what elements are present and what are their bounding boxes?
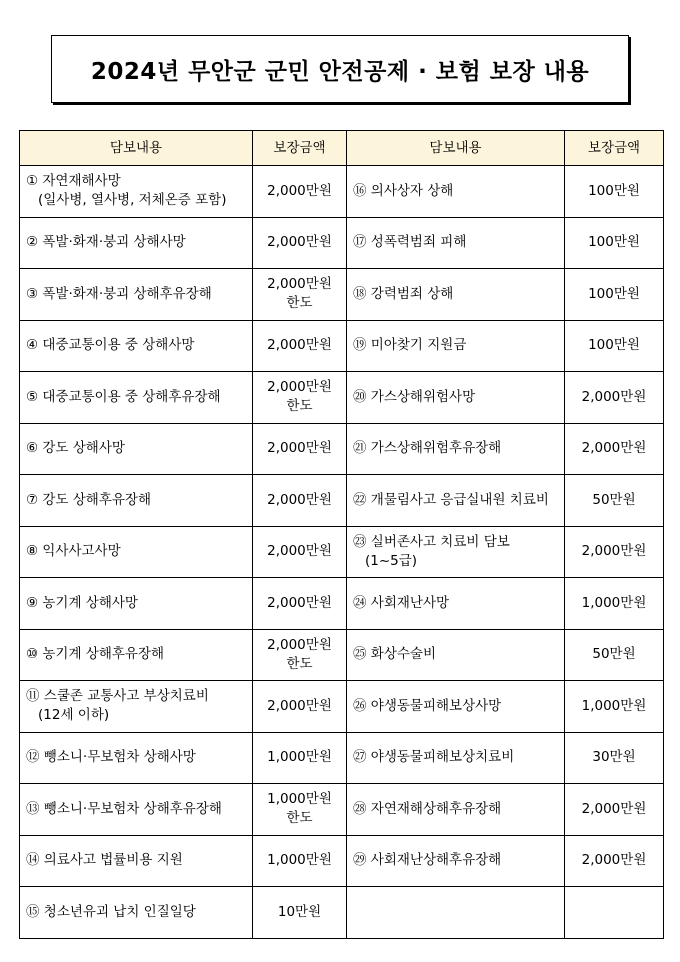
left-item-cell-text: ⑮ 청소년유괴 납치 인질일당 — [26, 903, 196, 920]
left-amount-cell-text: 2,000만원 — [267, 594, 332, 611]
left-item-cell-text: ⑨ 농기계 상해사망 — [26, 594, 138, 611]
left-amount-cell-text: 10만원 — [277, 903, 322, 920]
right-amount-cell-text: 2,000만원 — [581, 800, 647, 817]
table-row — [20, 166, 664, 218]
left-item-cell — [20, 166, 253, 218]
left-amount-cell-text: 2,000만원 — [267, 491, 332, 508]
left-item-cell-text: ⑭ 의료사고 법률비용 지원 — [26, 852, 183, 869]
left-item-cell — [20, 681, 253, 733]
right-amount-cell-text: 2,000만원 — [581, 388, 647, 405]
right-item-cell — [347, 732, 565, 784]
right-amount-cell-text: 2,000만원 — [581, 440, 647, 457]
right-amount-cell — [565, 526, 664, 578]
right-item-cell — [347, 887, 565, 939]
right-amount-cell-text: 2,000만원 — [581, 543, 647, 560]
right-amount-cell — [565, 372, 664, 424]
left-item-cell-text-2: (12세 이하) — [38, 707, 110, 724]
left-amount-cell — [253, 269, 347, 321]
right-item-cell-text: ㉙ 사회재난상해후유장해 — [353, 852, 502, 869]
right-item-cell — [347, 681, 565, 733]
left-item-cell — [20, 578, 253, 630]
right-amount-cell — [565, 629, 664, 681]
table-row — [20, 320, 664, 372]
header-left-item: 담보내용 — [20, 131, 253, 166]
right-amount-cell-text: 50만원 — [592, 646, 636, 663]
right-item-cell — [347, 578, 565, 630]
right-item-cell-text: ⑳ 가스상해위험사망 — [353, 388, 476, 405]
left-amount-cell — [253, 372, 347, 424]
left-item-cell-text: ⑥ 강도 상해사망 — [26, 440, 125, 457]
table-row — [20, 887, 664, 939]
left-item-cell-text: ⑩ 농기계 상해후유장해 — [26, 646, 165, 663]
left-item-cell-text: ① 자연재해사망 — [26, 173, 121, 190]
right-item-cell — [347, 269, 565, 321]
left-item-cell-text: ⑤ 대중교통이용 중 상해후유장해 — [26, 388, 221, 405]
right-item-cell-text: ㉗ 야생동물피해보상치료비 — [353, 749, 515, 766]
left-item-cell — [20, 526, 253, 578]
right-item-cell-text: ⑲ 미아찾기 지원금 — [353, 337, 467, 354]
right-amount-cell-text: 1,000만원 — [581, 697, 647, 714]
left-amount-cell-text: 1,000만원 — [267, 791, 332, 808]
left-amount-cell-text: 2,000만원 — [267, 440, 332, 457]
table-row — [20, 526, 664, 578]
left-item-cell — [20, 784, 253, 836]
left-amount-cell — [253, 320, 347, 372]
right-item-cell — [347, 526, 565, 578]
right-item-cell-text: ⑱ 강력범죄 상해 — [353, 285, 454, 302]
left-amount-cell-text: 2,000만원 — [267, 276, 332, 293]
right-item-cell-text: ㉕ 화상수술비 — [353, 646, 436, 663]
left-amount-cell-text: 2,000만원 — [267, 234, 332, 251]
right-item-cell — [347, 475, 565, 527]
table-row — [20, 372, 664, 424]
left-amount-cell-text-2: 한도 — [286, 398, 313, 415]
right-item-cell-text-2: (1~5급) — [365, 552, 418, 569]
right-amount-cell — [565, 166, 664, 218]
right-item-cell — [347, 629, 565, 681]
left-amount-cell-text: 1,000만원 — [267, 852, 332, 869]
left-amount-cell-text: 2,000만원 — [267, 379, 332, 396]
table-row — [20, 269, 664, 321]
right-item-cell — [347, 784, 565, 836]
right-item-cell — [347, 372, 565, 424]
right-item-cell — [347, 423, 565, 475]
left-item-cell-text: ② 폭발·화재·붕괴 상해사망 — [26, 234, 186, 251]
right-amount-cell-text: 100만원 — [588, 337, 640, 354]
right-amount-cell-text: 100만원 — [588, 182, 640, 199]
right-item-cell — [347, 320, 565, 372]
left-amount-cell — [253, 526, 347, 578]
right-item-cell-text: ㉑ 가스상해위험후유장해 — [353, 440, 502, 457]
left-amount-cell — [253, 166, 347, 218]
left-item-cell-text: ⑬ 뺑소니·무보험차 상해후유장해 — [26, 800, 222, 817]
right-amount-cell — [565, 578, 664, 630]
right-amount-cell — [565, 887, 664, 939]
left-item-cell-text: ⑧ 익사사고사망 — [26, 543, 121, 560]
right-item-cell-text: ㉓ 실버존사고 치료비 담보 — [353, 533, 510, 550]
right-amount-cell-text: 100만원 — [588, 285, 640, 302]
left-amount-cell — [253, 732, 347, 784]
left-amount-cell — [253, 475, 347, 527]
left-amount-cell — [253, 423, 347, 475]
left-amount-cell — [253, 887, 347, 939]
right-amount-cell — [565, 217, 664, 269]
left-item-cell — [20, 475, 253, 527]
header-right-amount: 보장금액 — [565, 131, 664, 166]
left-item-cell-text-2: (일사병, 열사병, 저체온증 포함) — [38, 192, 227, 209]
left-amount-cell — [253, 681, 347, 733]
header-right-item: 담보내용 — [347, 131, 565, 166]
left-item-cell-text: ⑫ 뺑소니·무보험차 상해사망 — [26, 749, 196, 766]
table-row — [20, 732, 664, 784]
right-amount-cell-text: 30만원 — [592, 749, 636, 766]
table-row — [20, 423, 664, 475]
page-title: 2024년 무안군 군민 안전공제 · 보험 보장 내용 — [90, 58, 590, 85]
left-item-cell — [20, 217, 253, 269]
left-item-cell-text: ⑦ 강도 상해후유장해 — [26, 491, 152, 508]
header-left-amount: 보장금액 — [253, 131, 347, 166]
right-item-cell-text: ㉒ 개물림사고 응급실내원 치료비 — [353, 491, 549, 508]
right-amount-cell-text: 1,000만원 — [581, 594, 647, 611]
table-row — [20, 784, 664, 836]
right-amount-cell — [565, 732, 664, 784]
left-amount-cell — [253, 629, 347, 681]
right-amount-cell-text: 100만원 — [588, 234, 640, 251]
header-row — [20, 131, 664, 166]
left-amount-cell — [253, 835, 347, 887]
left-item-cell — [20, 629, 253, 681]
left-amount-cell — [253, 578, 347, 630]
right-amount-cell — [565, 269, 664, 321]
left-amount-cell-text: 2,000만원 — [267, 182, 332, 199]
title-box — [51, 35, 629, 103]
left-amount-cell-text-2: 한도 — [286, 655, 313, 672]
table-row — [20, 629, 664, 681]
left-amount-cell-text: 2,000만원 — [267, 697, 332, 714]
right-amount-cell-text: 2,000만원 — [581, 852, 647, 869]
table-row — [20, 835, 664, 887]
left-amount-cell-text: 2,000만원 — [267, 543, 332, 560]
right-amount-cell — [565, 681, 664, 733]
right-amount-cell — [565, 835, 664, 887]
left-item-cell — [20, 320, 253, 372]
table-row — [20, 681, 664, 733]
left-item-cell — [20, 269, 253, 321]
left-item-cell — [20, 423, 253, 475]
left-item-cell — [20, 732, 253, 784]
right-amount-cell — [565, 423, 664, 475]
left-amount-cell-text: 2,000만원 — [267, 636, 332, 653]
right-item-cell — [347, 835, 565, 887]
left-item-cell — [20, 372, 253, 424]
left-item-cell — [20, 835, 253, 887]
left-amount-cell-text: 2,000만원 — [267, 337, 332, 354]
left-item-cell — [20, 887, 253, 939]
right-item-cell — [347, 166, 565, 218]
left-amount-cell — [253, 784, 347, 836]
right-item-cell-text: ⑰ 성폭력범죄 피해 — [353, 234, 467, 251]
table-row — [20, 475, 664, 527]
right-item-cell-text: ㉖ 야생동물피해보상사망 — [353, 697, 502, 714]
left-amount-cell-text-2: 한도 — [286, 810, 313, 827]
left-item-cell-text: ③ 폭발·화재·붕괴 상해후유장해 — [26, 285, 212, 302]
right-item-cell-text: ⑯ 의사상자 상해 — [353, 182, 454, 199]
left-amount-cell-text-2: 한도 — [286, 295, 313, 312]
left-amount-cell — [253, 217, 347, 269]
right-amount-cell — [565, 320, 664, 372]
right-amount-cell — [565, 784, 664, 836]
left-amount-cell-text: 1,000만원 — [267, 749, 332, 766]
table-row — [20, 217, 664, 269]
right-item-cell-text: ㉘ 자연재해상해후유장해 — [353, 800, 502, 817]
right-amount-cell-text: 50만원 — [592, 491, 636, 508]
coverage-table — [19, 130, 664, 939]
right-item-cell-text: ㉔ 사회재난사망 — [353, 594, 450, 611]
table-row — [20, 578, 664, 630]
left-item-cell-text: ④ 대중교통이용 중 상해사망 — [26, 337, 195, 354]
left-item-cell-text: ⑪ 스쿨존 교통사고 부상치료비 — [26, 688, 209, 705]
right-item-cell — [347, 217, 565, 269]
right-amount-cell — [565, 475, 664, 527]
